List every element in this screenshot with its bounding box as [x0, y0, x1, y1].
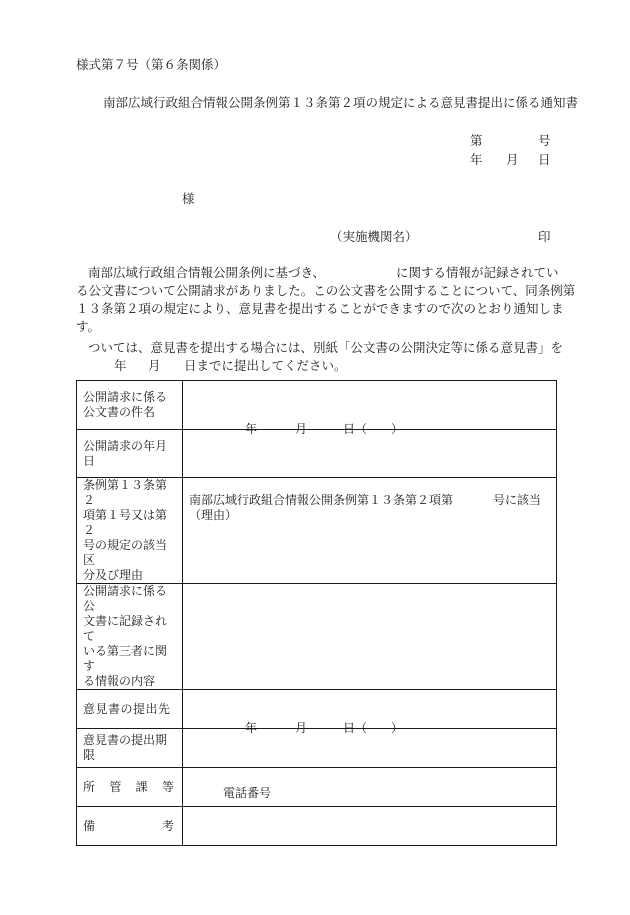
addressee-sama: 様 [182, 191, 195, 206]
deadline-month: 月 [295, 721, 308, 735]
label-char: 考 [161, 818, 174, 833]
label-line: 文書に記録されて [83, 614, 168, 643]
label-line: る情報の内容 [83, 674, 156, 688]
label-line: 公開請求に係る公 [83, 584, 168, 613]
reference-dai: 第 [470, 133, 483, 148]
date-month: 月 [506, 152, 519, 167]
value-third-party-info[interactable] [183, 584, 557, 690]
label-spread [83, 780, 178, 795]
sender-org: （実施機関名） [330, 229, 418, 244]
label-text: 公開請求の年月日 [83, 438, 168, 468]
label-request-date [77, 430, 183, 478]
label-third-party-info [77, 584, 183, 690]
label-char: 等 [161, 779, 174, 794]
reason-label: （理由） [189, 508, 238, 522]
form-number: 様式第７号（第６条関係） [76, 57, 227, 72]
body-para1-line2: る公文書について公開請求がありました。この公文書を公開することについて、同条例第 [76, 283, 576, 298]
body-para2-month: 月 [148, 358, 161, 373]
label-line [83, 390, 178, 405]
date-day: 日 [538, 152, 551, 167]
request-date-day: 日（ ） [343, 422, 404, 436]
label-line: 分及び理由 [83, 568, 144, 582]
label-line: 号の規定の該当区 [83, 538, 168, 567]
table-row [77, 478, 557, 584]
phone-label: 電話番号 [223, 786, 272, 800]
label-applicable-clause [77, 478, 183, 584]
body-para2-line1: ついては、意見書を提出する場合には、別紙「公文書の公開決定等に係る意見書」を [88, 340, 564, 355]
label-char: 所 [83, 779, 96, 794]
value-remarks[interactable] [183, 807, 557, 846]
table-row [77, 768, 557, 807]
request-date-month: 月 [295, 422, 308, 436]
body-para2-rest: 日までに提出してください。 [184, 358, 347, 373]
label-spread [83, 819, 178, 834]
label-char: 備 [83, 818, 96, 833]
body-para1-line4: す。 [76, 319, 101, 334]
label-text: 意見書の提出先 [83, 701, 171, 716]
request-date-year: 年 [245, 422, 258, 436]
sender-seal: 印 [538, 229, 551, 244]
label-text: 意見書の提出期限 [83, 733, 168, 762]
label-department [77, 768, 183, 807]
label-submission-destination [77, 690, 183, 729]
document-title: 南部広域行政組合情報公開条例第１３条第２項の規定による意見書提出に係る通知書 [103, 95, 579, 110]
label-char: 課 [135, 779, 148, 794]
value-submission-deadline[interactable] [183, 721, 557, 768]
table-row [77, 729, 557, 768]
label-line [83, 405, 178, 420]
table-row [77, 381, 557, 430]
table-row [77, 430, 557, 478]
body-para1-line3: １３条第２項の規定により、意見書を提出することができますので次のとおり通知しま [76, 301, 564, 316]
body-para1-a: 南部広域行政組合情報公開条例に基づき、 [88, 265, 326, 280]
label-text: 公開請求に係る [83, 390, 168, 404]
table-row [77, 807, 557, 846]
deadline-day: 日（ ） [343, 721, 404, 735]
label-line: いる第三者に関す [83, 644, 168, 673]
value-applicable-clause[interactable] [183, 478, 557, 584]
body-para2-year: 年 [114, 358, 127, 373]
reference-go: 号 [538, 133, 551, 148]
label-submission-deadline [77, 729, 183, 768]
label-document-name [77, 381, 183, 430]
clause-text-go: 号に該当 [493, 493, 542, 507]
clause-text: 南部広域行政組合情報公開条例第１３条第２項第 [189, 493, 454, 507]
label-remarks [77, 807, 183, 846]
label-text: 公文書の件名 [83, 405, 156, 419]
date-year: 年 [470, 152, 483, 167]
table-row [77, 584, 557, 690]
deadline-year: 年 [245, 721, 258, 735]
clause-line [189, 493, 550, 508]
label-line: 項第１号又は第２ [83, 508, 168, 537]
label-line: 条例第１３条第２ [83, 478, 168, 507]
body-para1-b: に関する情報が記録されてい [396, 265, 559, 280]
table-row [77, 690, 557, 729]
value-request-date[interactable] [183, 422, 557, 478]
value-department[interactable] [183, 768, 557, 807]
label-char: 管 [109, 779, 122, 794]
notice-table [76, 380, 557, 846]
